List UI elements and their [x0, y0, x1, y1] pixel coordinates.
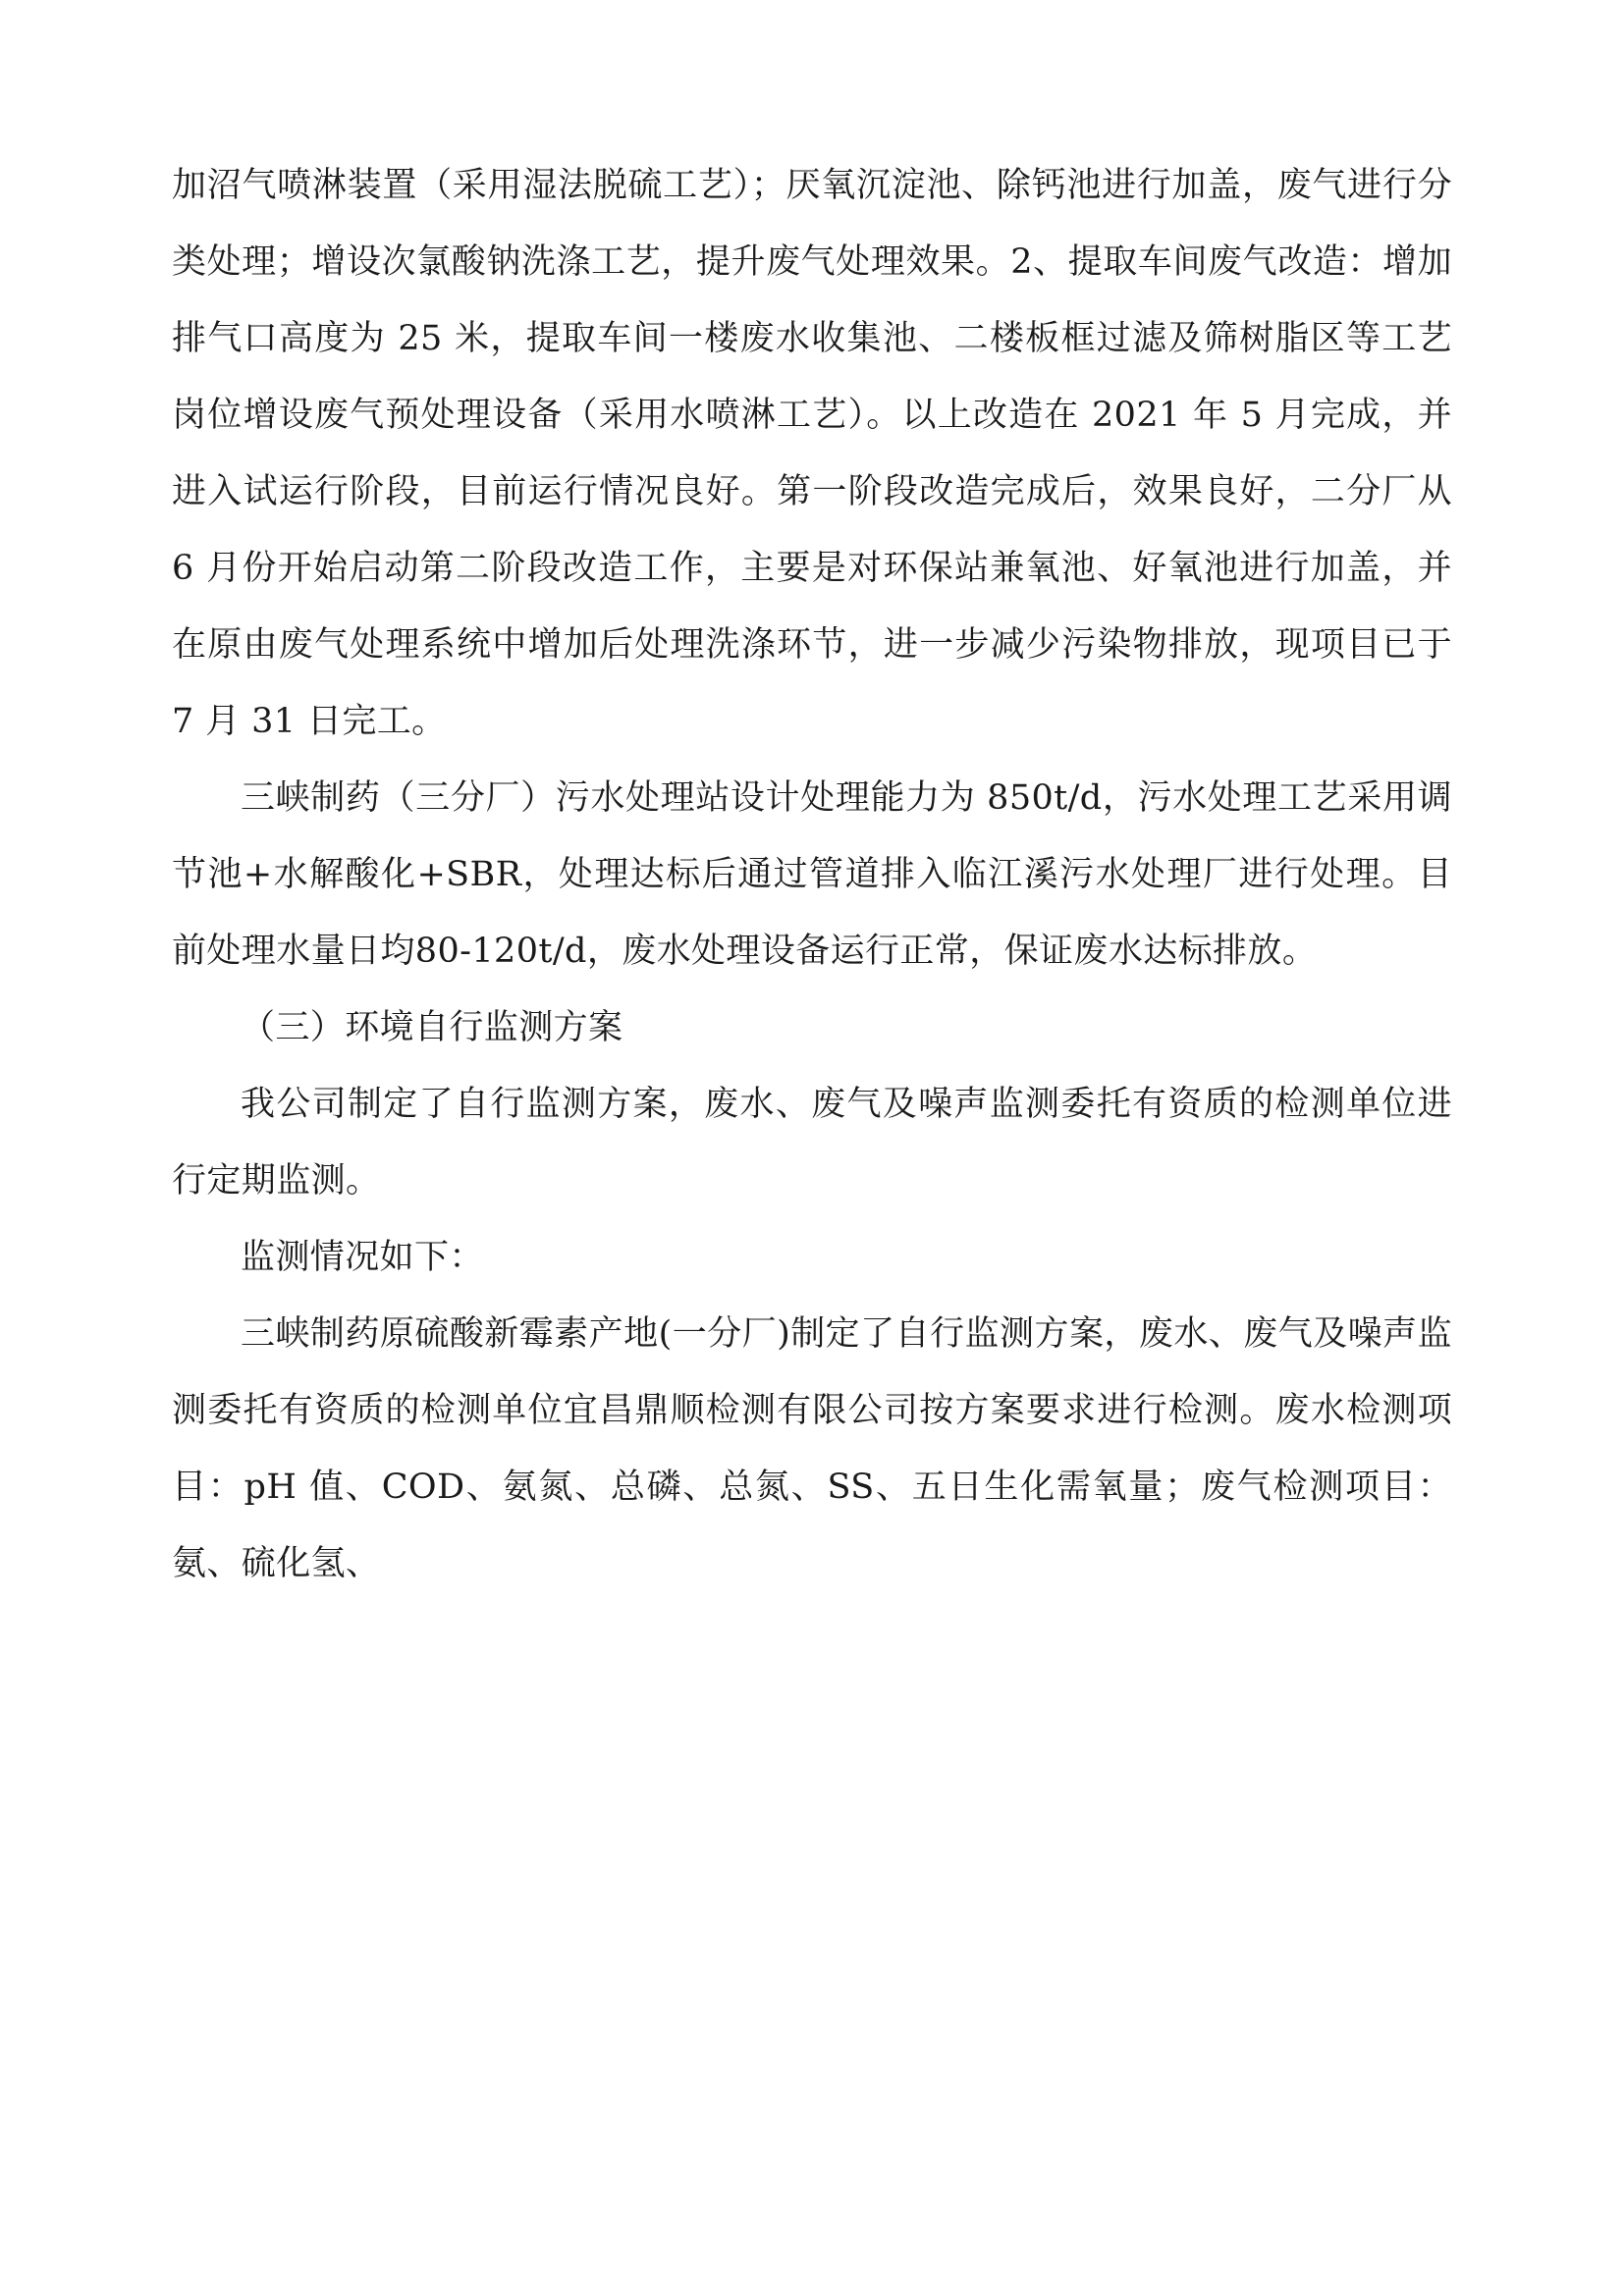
- heading-self-monitoring-plan: （三）环境自行监测方案: [241, 1008, 623, 1047]
- document-body: [172, 147, 1452, 1602]
- paragraph-factory-one-monitoring: 三峡制药原硫酸新霉素产地(一分厂)制定了自行监测方案，废水、废气及噪声监测委托有资质的检测单位宜昌鼎顺检测有限公司按方案要求进行检测。废水检测项目：pH 值、COD、氨氮、总磷、总氮、SS、五日生化需氧量；废气检测项目：氨、硫化氢、: [172, 1314, 1452, 1583]
- paragraph-sewage-station: 三峡制药（三分厂）污水处理站设计处理能力为 850t/d，污水处理工艺采用调节池+水解酸化+SBR，处理达标后通过管道排入临江溪污水处理厂进行处理。目前处理水量日均80-120t/d，废水处理设备运行正常，保证废水达标排放。: [172, 778, 1452, 971]
- paragraph-monitoring-status: 监测情况如下：: [241, 1238, 484, 1277]
- paragraph-monitoring-entrust: 我公司制定了自行监测方案，废水、废气及噪声监测委托有资质的检测单位进行定期监测。: [172, 1085, 1452, 1201]
- paragraph-waste-gas-renovation: 加沼气喷淋装置（采用湿法脱硫工艺）；厌氧沉淀池、除钙池进行加盖，废气进行分类处理；增设次氯酸钠洗涤工艺，提升废气处理效果。2、提取车间废气改造：增加排气口高度为 25 米，提取车间一楼废水收集池、二楼板框过滤及筛树脂区等工艺岗位增设废气预处理设备（采用水喷淋工艺）。以上改造在 2021 年 5 月完成，并进入试运行阶段，目前运行情况良好。第一阶段改造完成后，效果良好，二分厂从 6 月份开始启动第二阶段改造工作，主要是对环保站兼氧池、好氧池进行加盖，并在原由废气处理系统中增加后处理洗涤环节，进一步减少污染物排放，现项目已于 7 月 31 日完工。: [172, 166, 1452, 741]
